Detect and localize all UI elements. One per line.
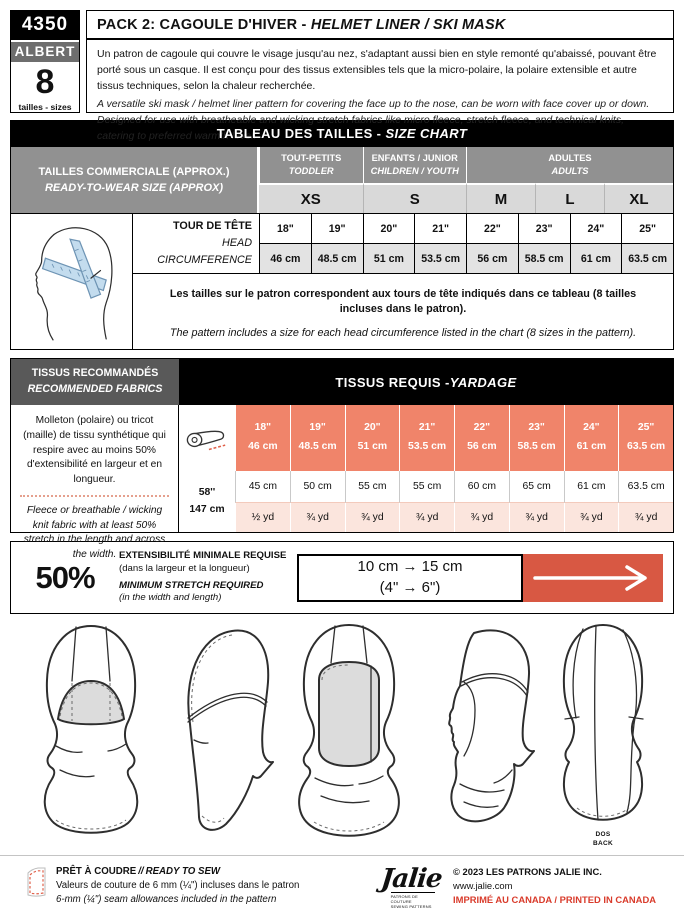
cm-cell: 63.5 cm xyxy=(621,243,673,273)
size-group-adults xyxy=(466,147,673,183)
cm-cell: 56 cm xyxy=(466,243,518,273)
group-toddler-en: TODDLER xyxy=(288,166,334,176)
head-circumference-label xyxy=(133,213,259,273)
inch-cell: 18" xyxy=(259,213,311,243)
back-view-label xyxy=(593,830,613,848)
yardage-yd-cell: ½ yd xyxy=(235,503,290,532)
size-group-children xyxy=(363,147,467,183)
yardage-header-in: 24" xyxy=(583,422,600,434)
balaclava-three-quarter-drawing xyxy=(422,620,544,844)
size-label-s: S xyxy=(363,183,467,213)
cm-cell: 53.5 cm xyxy=(414,243,466,273)
recommended-fabrics-label xyxy=(11,359,179,405)
yardage-cm-cell: 55 cm xyxy=(345,471,400,503)
size-note-fr: Les tailles sur le patron correspondent aux tours de tête indiqués dans ce tableau (8 tailles incluses dans le patron). xyxy=(169,288,637,316)
stretch-labels xyxy=(119,550,297,605)
cm-cell: 46 cm xyxy=(259,243,311,273)
size-chart xyxy=(10,120,674,350)
yardage-header-cell xyxy=(618,405,673,471)
balaclava-back-drawing xyxy=(549,620,657,848)
yardage-title-fr: TISSUS REQUIS - xyxy=(335,374,450,390)
technical-drawings xyxy=(10,614,674,847)
jalie-tagline-fr: PATRONS DE COUTURE xyxy=(390,893,419,904)
yardage-cm-cell: 50 cm xyxy=(290,471,345,503)
balaclava-side-drawing xyxy=(160,620,276,844)
recommended-fabrics-en: RECOMMENDED FABRICS xyxy=(27,383,163,395)
cm-cell: 58.5 cm xyxy=(518,243,570,273)
yardage-yd-cell: ¾ yd xyxy=(564,503,619,532)
page-title xyxy=(87,11,673,40)
balaclava-front-open-drawing xyxy=(281,620,417,844)
jalie-logo-text: Jalie xyxy=(379,864,443,894)
head-circumference-en: HEAD CIRCUMFERENCE xyxy=(157,236,252,267)
stretch-label-fr: EXTENSIBILITÉ MINIMALE REQUISE xyxy=(119,550,287,562)
back-label-en: BACK xyxy=(593,840,613,848)
pattern-piece-icon xyxy=(24,865,48,899)
back-label-fr: DOS xyxy=(595,831,611,838)
rtw-label-fr: TAILLES COMMERCIALE (APPROX.) xyxy=(38,165,230,178)
yardage-header-in: 23" xyxy=(528,422,545,434)
stretch-label-fr-sub: (dans la largeur et la longueur) xyxy=(119,562,250,574)
yardage-yd-cell: ¾ yd xyxy=(509,503,564,532)
inch-cell: 20" xyxy=(363,213,415,243)
inch-cell: 25" xyxy=(621,213,673,243)
yardage-yd-cell: ¾ yd xyxy=(345,503,400,532)
website: www.jalie.com xyxy=(453,880,513,892)
yardage-title xyxy=(179,359,673,405)
stretch-percent: 50% xyxy=(35,559,95,595)
fabric-width-in: 58'' xyxy=(198,487,216,499)
yardage-cm-cell: 65 cm xyxy=(509,471,564,503)
fabric-description xyxy=(11,405,179,561)
stretch-arrow-box xyxy=(523,554,663,602)
copyright: © 2023 LES PATRONS JALIE INC. xyxy=(453,866,602,877)
footer-right xyxy=(381,865,656,909)
ready-to-sew-en: READY TO SEW xyxy=(145,866,221,877)
group-children-en: CHILDREN / YOUTH xyxy=(370,166,459,176)
pattern-badge-column xyxy=(10,10,80,113)
fabric-width-cm: 147 cm xyxy=(189,503,225,515)
yardage-cm-cell: 60 cm xyxy=(454,471,509,503)
inch-cell: 24" xyxy=(570,213,622,243)
ready-to-sew-fr: PRÊT À COUDRE xyxy=(56,866,137,877)
yardage-header-cm: 61 cm xyxy=(576,441,607,452)
ready-to-wear-label xyxy=(11,147,259,213)
size-chart-title-fr: TABLEAU DES TAILLES - xyxy=(216,126,386,141)
yardage-header-cm: 51 cm xyxy=(357,441,388,452)
yardage-header-cm: 63.5 cm xyxy=(627,441,666,452)
yardage-yd-cell: ¾ yd xyxy=(399,503,454,532)
size-label-l: L xyxy=(535,183,604,213)
yardage-cm-cell: 63.5 cm xyxy=(618,471,673,503)
jalie-logo-tagline xyxy=(391,892,435,909)
page-title-fr: PACK 2: CAGOULE D'HIVER - xyxy=(97,17,311,33)
fabric-description-fr: Molleton (polaire) ou tricot (maille) de tissu synthétique qui respire avec au moins 50% d'extensibilité en largeur et en longueur. xyxy=(23,415,166,486)
yardage-cm-cell: 61 cm xyxy=(564,471,619,503)
size-count-label: tailles - sizes xyxy=(18,101,72,112)
fabric-roll-icon xyxy=(179,405,235,471)
size-label-xs: XS xyxy=(259,183,363,213)
size-chart-notes xyxy=(133,273,673,349)
pattern-name-badge: ALBERT xyxy=(11,42,79,62)
yardage-header-cm: 48.5 cm xyxy=(298,441,337,452)
dotted-divider xyxy=(20,495,169,497)
yardage-header-in: 21" xyxy=(418,422,436,434)
yardage-cm-cell: 55 cm xyxy=(399,471,454,503)
yardage-yd-cell: ¾ yd xyxy=(454,503,509,532)
size-label-xl: XL xyxy=(604,183,673,213)
group-adults-en: ADULTS xyxy=(551,166,589,176)
jalie-logo xyxy=(381,865,441,909)
stretch-measure-in: (4" → 6") xyxy=(379,578,441,596)
yardage-header-in: 25" xyxy=(637,422,655,434)
yardage-yd-cell: ¾ yd xyxy=(618,503,673,532)
group-adults-fr: ADULTES xyxy=(548,153,592,164)
ready-to-sew-line xyxy=(56,865,299,879)
size-chart-title-en: SIZE CHART xyxy=(385,126,468,141)
description-fr: Un patron de cagoule qui couvre le visage jusqu'au nez, s'adaptant aussi bien en style remonté qu'abaissé, pouvant être porté sous un casque. Il est conçu pour des tissus extensibles tels que la micro-polaire, la polaire extensible et autre tissus techniques, selon la chaleur recherchée. xyxy=(97,48,657,92)
yardage-header-cm: 58.5 cm xyxy=(517,441,556,452)
footer xyxy=(10,856,674,909)
fabric-width xyxy=(179,471,235,532)
seam-allowance-fr: Valeurs de couture de 6 mm (¼") incluses dans le patron xyxy=(56,879,300,891)
yardage-yd-cell: ¾ yd xyxy=(290,503,345,532)
ready-to-sew-block xyxy=(56,865,299,906)
yardage-header-cm: 56 cm xyxy=(467,441,497,452)
inch-cell: 22" xyxy=(466,213,518,243)
stretch-label-en-sub: (in the width and length) xyxy=(119,592,222,604)
yardage-header-cell xyxy=(399,405,454,471)
page-title-en: HELMET LINER / SKI MASK xyxy=(310,17,506,33)
inch-cell: 19" xyxy=(311,213,363,243)
yardage-title-en: YARDAGE xyxy=(449,374,517,390)
cm-cell: 61 cm xyxy=(570,243,622,273)
ready-to-sew-separator: // xyxy=(138,866,144,877)
yardage-header-cell xyxy=(564,405,619,471)
size-note-en: The pattern includes a size for each head circumference listed in the chart (8 sizes in the pattern). xyxy=(169,327,637,340)
yardage-header-in: 19" xyxy=(309,422,326,434)
jalie-tagline-en: SEWING PATTERNS xyxy=(390,904,432,909)
size-label-m: M xyxy=(466,183,535,213)
group-children-fr: ENFANTS / JUNIOR xyxy=(371,153,458,164)
cm-cell: 48.5 cm xyxy=(311,243,363,273)
yardage-cm-cell: 45 cm xyxy=(235,471,290,503)
size-count: 8 xyxy=(35,63,55,101)
yardage-header-cell xyxy=(290,405,345,471)
balaclava-front-up-drawing xyxy=(27,620,155,844)
cm-cell: 51 cm xyxy=(363,243,415,273)
copyright-block xyxy=(453,865,656,907)
pattern-number-badge: 4350 xyxy=(11,11,79,40)
head-measuring-illustration xyxy=(11,213,133,349)
yardage-header-cell xyxy=(235,405,290,471)
fabric-description-en: Fleece or breathable / wicking knit fabric with at least 50% stretch in the length and across the width. xyxy=(23,504,166,561)
yardage-header-cell xyxy=(345,405,400,471)
size-group-toddler xyxy=(259,147,363,183)
right-arrow-icon xyxy=(531,563,655,593)
yardage-header-cell xyxy=(454,405,509,471)
inch-cell: 21" xyxy=(414,213,466,243)
stretch-measure-box xyxy=(297,554,523,602)
stretch-measure-cm: 10 cm → 15 cm xyxy=(357,558,463,576)
rtw-label-en: READY-TO-WEAR SIZE (APPROX) xyxy=(44,182,224,194)
stretch-label-en: MINIMUM STRETCH REQUIRED xyxy=(119,580,264,591)
yardage-header-cell xyxy=(509,405,564,471)
group-toddler-fr: TOUT-PETITS xyxy=(281,153,342,164)
yardage-header-cm: 46 cm xyxy=(248,441,278,452)
yardage-header-in: 18" xyxy=(254,422,272,434)
printed-in-canada: IMPRIMÉ AU CANADA / PRINTED IN CANADA xyxy=(453,894,656,906)
inch-cell: 23" xyxy=(518,213,570,243)
yardage-header-in: 20" xyxy=(364,422,381,434)
yardage-header-cm: 53.5 cm xyxy=(408,441,447,452)
recommended-fabrics-fr: TISSUS RECOMMANDÉS xyxy=(31,367,159,380)
head-circumference-fr: TOUR DE TÊTE xyxy=(173,219,252,232)
head-illustration-svg xyxy=(16,219,128,343)
description-en: A versatile ski mask / helmet liner pattern for covering the face up to the nose, can be worn with face cover up or down. Designed for use with breatheable and wicking stretch fabrics like micro fleece, stretch fleece, and technical knits, catering to preferred warmth level. xyxy=(97,98,650,142)
size-chart-grid xyxy=(11,147,673,349)
footer-left xyxy=(24,865,299,906)
yardage-header-in: 22" xyxy=(473,422,491,434)
seam-allowance-en: 6-mm (¼") seam allowances included in the pattern xyxy=(56,893,277,905)
